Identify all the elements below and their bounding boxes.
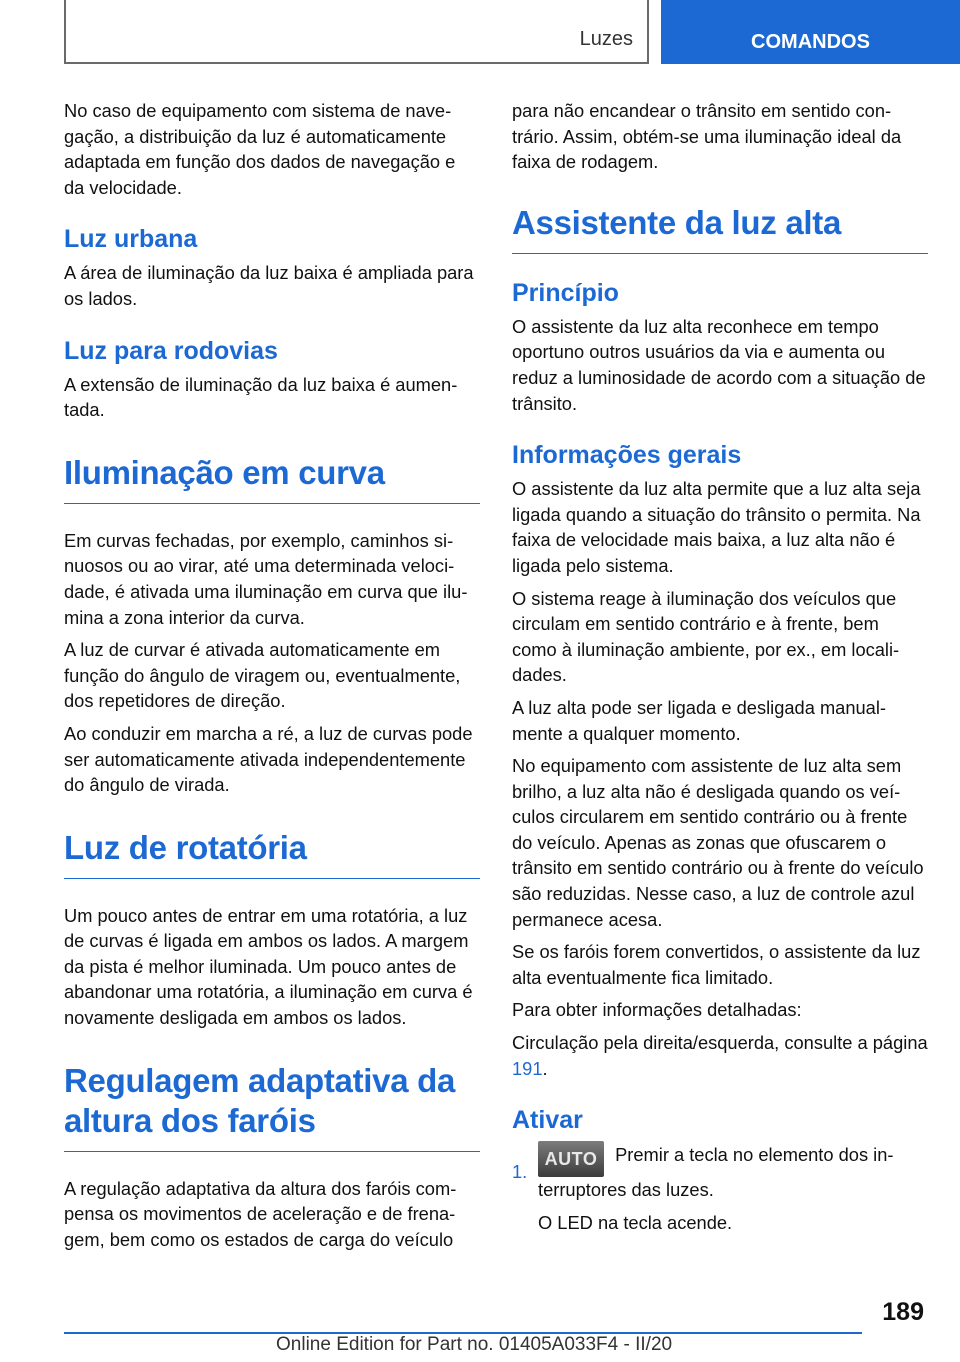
step-1 — [512, 1141, 928, 1242]
step-number: 1. — [512, 1161, 528, 1183]
right-column — [512, 98, 928, 1242]
paragraph: para não encandear o trânsito em sentido contrário. Assim, obtém-se uma iluminação ideal da faixa de rodagem. — [512, 100, 902, 173]
paragraph: Em curvas fechadas, por exemplo, caminhos sinuosos ou ao virar, até uma determinada velocidade, é ativada uma iluminação em curva que ilumina a zona interior da curva. — [64, 529, 468, 628]
heading-regulagem-adaptativa: Regulagem adaptativa da altura dos faróis — [64, 1061, 480, 1152]
step-instruction — [538, 1141, 928, 1203]
page-link-191[interactable]: 191 — [512, 1057, 543, 1079]
heading-luz-rodovias: Luz para rodovias — [64, 336, 278, 365]
paragraph: A luz de curvar é ativada automaticamente em função do ângulo de viragem ou, eventualmente, dos repetidores de direção. — [64, 639, 461, 712]
paragraph: Para obter informações detalhadas: — [512, 999, 802, 1021]
heading-principio: Princípio — [512, 278, 619, 307]
footer-edition: Online Edition for Part no. 01405A033F4 - II/20 — [276, 1334, 673, 1355]
heading-iluminacao-curva: Iluminação em curva — [64, 453, 480, 504]
paragraph: A regulação adaptativa da altura dos faróis compensa os movimentos de aceleração e de frenagem, bem como os estados de carga do veículo — [64, 1177, 457, 1250]
page-number: 189 — [882, 1298, 924, 1326]
paragraph: Ao conduzir em marcha a ré, a luz de curvas pode ser automaticamente ativada independentemente do ângulo de virada. — [64, 722, 473, 796]
paragraph: No caso de equipamento com sistema de navegação, a distribuição da luz é automaticamente adaptada em função dos dados de navegação e da velocidade. — [64, 100, 456, 198]
paragraph: O assistente da luz alta reconhece em tempo oportuno outros usuários da via e aumenta ou reduz a luminosidade de acordo com a situação de trânsito. — [512, 315, 926, 414]
paragraph-page-reference — [512, 1030, 928, 1081]
paragraph: Se os faróis forem convertidos, o assistente da luz alta eventualmente fica limitado. — [512, 941, 921, 988]
heading-luz-rotatoria: Luz de rotatória — [64, 828, 480, 879]
heading-luz-urbana: Luz urbana — [64, 225, 198, 254]
heading-assistente-luz-alta: Assistente da luz alta — [512, 203, 928, 254]
reference-text: Circulação pela direita/esquerda, consulte a página — [512, 1032, 928, 1054]
paragraph: A extensão de iluminação da luz baixa é aumentada. — [64, 373, 458, 421]
step-result: O LED na tecla acende. — [538, 1211, 733, 1233]
step-text: Premir a tecla no elemento dos interruptores das luzes. — [538, 1144, 894, 1201]
reference-period: . — [542, 1057, 548, 1079]
paragraph: No equipamento com assistente de luz alta sem brilho, a luz alta não é desligada quando os veículos circularem em sentido contrário ou à frente do veículo. Apenas as zonas que ofuscarem o trânsito em sentido contrário ou à frente do veículo são reduzidas. Nesse caso, a luz de controle azul permanece acesa. — [512, 755, 924, 930]
paragraph: A luz alta pode ser ligada e desligada manualmente a qualquer momento. — [512, 696, 887, 744]
header-chapter-tab: COMANDOS — [661, 0, 960, 64]
paragraph: Um pouco antes de entrar em uma rotatória, a luz de curvas é ligada em ambos os lados. A margem da pista é melhor iluminada. Um pouco antes de abandonar uma rotatória, a iluminação em curva é novamente desligada em ambos os lados. — [64, 904, 473, 1029]
heading-informacoes-gerais: Informações gerais — [512, 441, 742, 470]
paragraph: A área de iluminação da luz baixa é ampliada para os lados. — [64, 262, 474, 309]
header-section-title: Luzes — [579, 28, 633, 50]
heading-ativar: Ativar — [512, 1106, 583, 1135]
header-section-box — [64, 0, 649, 64]
paragraph: O assistente da luz alta permite que a luz alta seja ligada quando a situação do trânsito o permita. Na faixa de velocidade mais baixa, a luz alta não é ligada pelo sistema. — [512, 478, 921, 576]
paragraph: O sistema reage à iluminação dos veículos que circulam em sentido contrário e à frente, bem como à iluminação ambiente, por ex., em localidades. — [512, 587, 900, 686]
step-body — [538, 1141, 928, 1242]
left-column — [64, 98, 480, 1259]
auto-button-icon: AUTO — [538, 1141, 604, 1177]
